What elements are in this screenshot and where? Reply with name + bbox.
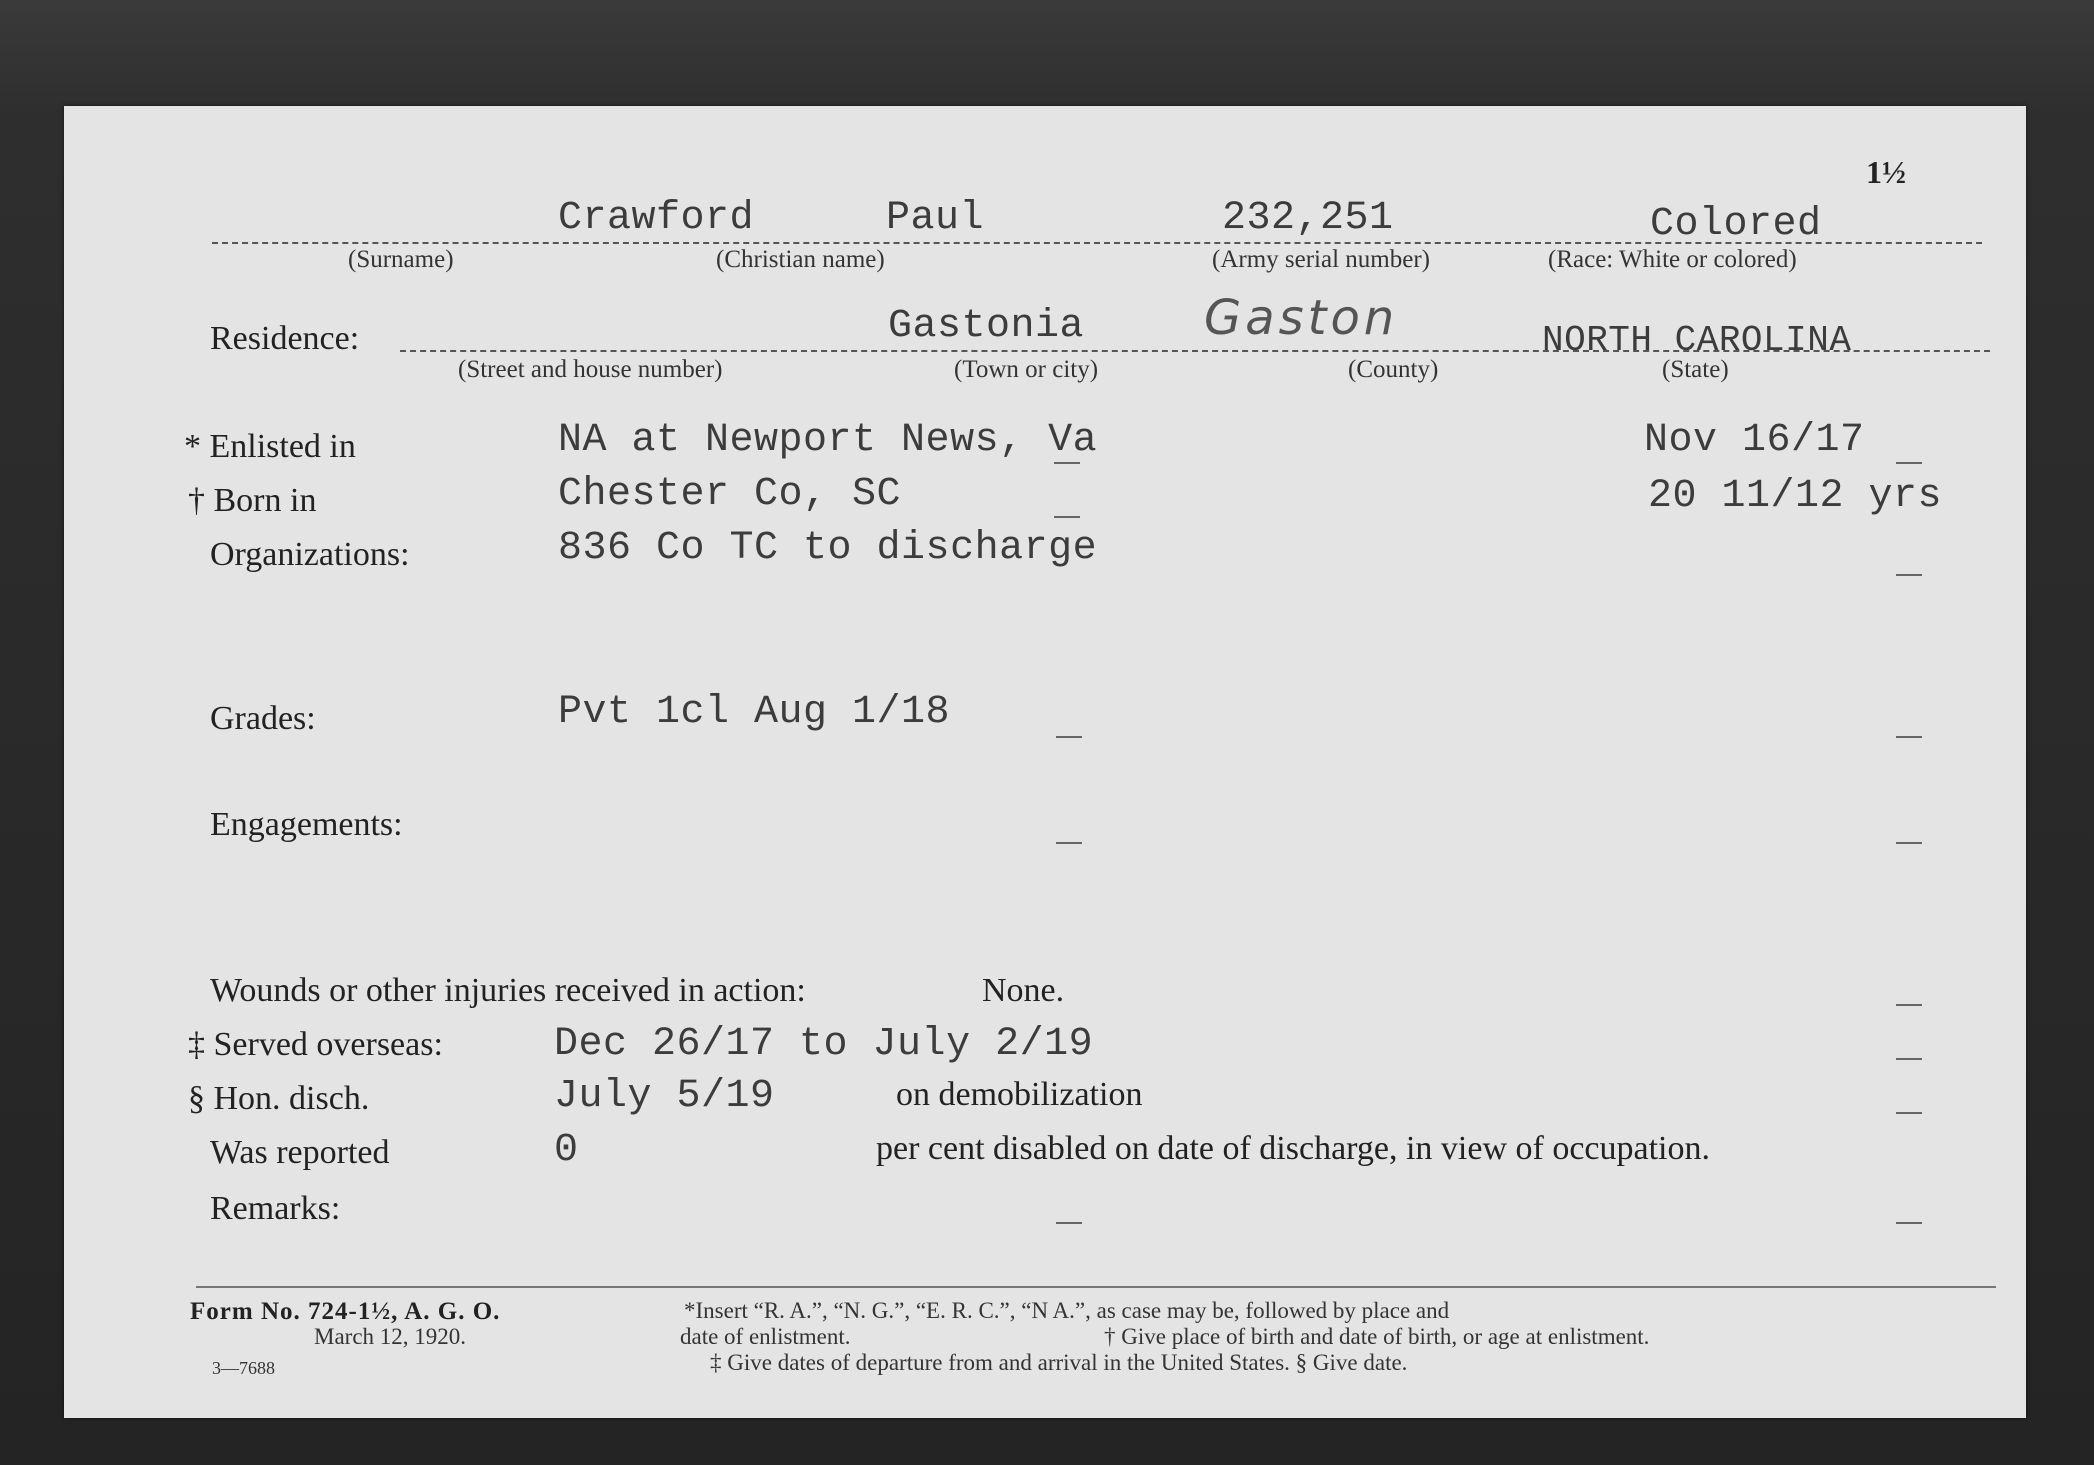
tick-mark — [1054, 462, 1080, 464]
residence-state: NORTH CAROLINA — [1542, 320, 1852, 361]
born-label: † Born in — [188, 482, 317, 519]
footnote-birth: † Give place of birth and date of birth, or age at enlistment. — [1104, 1324, 1650, 1349]
wounds-value: None. — [982, 972, 1065, 1009]
enlisted-label: * Enlisted in — [184, 428, 356, 465]
town-caption: (Town or city) — [954, 356, 1099, 383]
tick-mark — [1896, 1058, 1922, 1060]
organizations-value: 836 Co TC to discharge — [558, 526, 1098, 571]
tick-mark — [1896, 1222, 1922, 1224]
tick-mark — [1896, 842, 1922, 844]
grades-value: Pvt 1cl Aug 1/18 — [558, 690, 951, 735]
hon-disch-label: § Hon. disch. — [188, 1080, 370, 1117]
hon-disch-value: July 5/19 — [554, 1074, 775, 1119]
tick-mark — [1056, 1222, 1082, 1224]
christian-name-value: Paul — [886, 196, 985, 241]
print-code: 3—7688 — [212, 1358, 275, 1378]
tick-mark — [1896, 574, 1922, 576]
form-date: March 12, 1920. — [314, 1324, 467, 1349]
footnote-enlistment-date: date of enlistment. — [680, 1324, 851, 1349]
surname-value: Crawford — [558, 196, 755, 241]
service-record-card — [64, 106, 2026, 1418]
born-age: 20 11/12 yrs — [1648, 474, 1943, 519]
residence-town: Gastonia — [888, 304, 1085, 349]
footnote-insert: *Insert “R. A.”, “N. G.”, “E. R. C.”, “N A.”, as case may be, followed by place and — [684, 1298, 1450, 1323]
residence-dotted-line — [400, 350, 1990, 352]
wounds-label: Wounds or other injuries received in action: — [210, 972, 806, 1009]
form-number: Form No. 724-1½, A. G. O. — [190, 1298, 501, 1325]
reported-text: per cent disabled on date of discharge, in view of occupation. — [876, 1130, 1710, 1167]
remarks-label: Remarks: — [210, 1190, 341, 1227]
tick-mark — [1056, 736, 1082, 738]
enlisted-value: NA at Newport News, Va — [558, 418, 1098, 463]
residence-county-handwritten: Gaston — [1204, 290, 1399, 346]
organizations-label: Organizations: — [210, 536, 410, 573]
county-caption: (County) — [1348, 356, 1439, 383]
tick-mark — [1896, 1112, 1922, 1114]
tick-mark — [1056, 842, 1082, 844]
reported-value: 0 — [554, 1128, 579, 1173]
born-value: Chester Co, SC — [558, 472, 902, 517]
race-caption: (Race: White or colored) — [1548, 246, 1797, 273]
grades-label: Grades: — [210, 700, 316, 737]
header-dotted-line — [212, 242, 1982, 244]
serial-number-caption: (Army serial number) — [1212, 246, 1430, 273]
enlisted-date: Nov 16/17 — [1644, 418, 1865, 463]
state-caption: (State) — [1662, 356, 1729, 383]
tick-mark — [1896, 462, 1922, 464]
race-value: Colored — [1650, 202, 1822, 247]
footnote-overseas: ‡ Give dates of departure from and arrival in the United States. § Give date. — [710, 1350, 1408, 1375]
hon-disch-reason: on demobilization — [896, 1076, 1143, 1113]
footer-rule — [196, 1286, 1996, 1288]
serial-number-value: 232,251 — [1222, 196, 1394, 241]
overseas-value: Dec 26/17 to July 2/19 — [554, 1022, 1094, 1067]
residence-label: Residence: — [210, 320, 360, 357]
surname-caption: (Surname) — [348, 246, 454, 273]
street-caption: (Street and house number) — [458, 356, 723, 383]
tick-mark — [1054, 516, 1080, 518]
tick-mark — [1896, 736, 1922, 738]
christian-name-caption: (Christian name) — [716, 246, 885, 273]
engagements-label: Engagements: — [210, 806, 403, 843]
overseas-label: ‡ Served overseas: — [188, 1026, 443, 1063]
tick-mark — [1896, 1004, 1922, 1006]
reported-label: Was reported — [210, 1134, 390, 1171]
card-number: 1½ — [1866, 154, 1906, 190]
